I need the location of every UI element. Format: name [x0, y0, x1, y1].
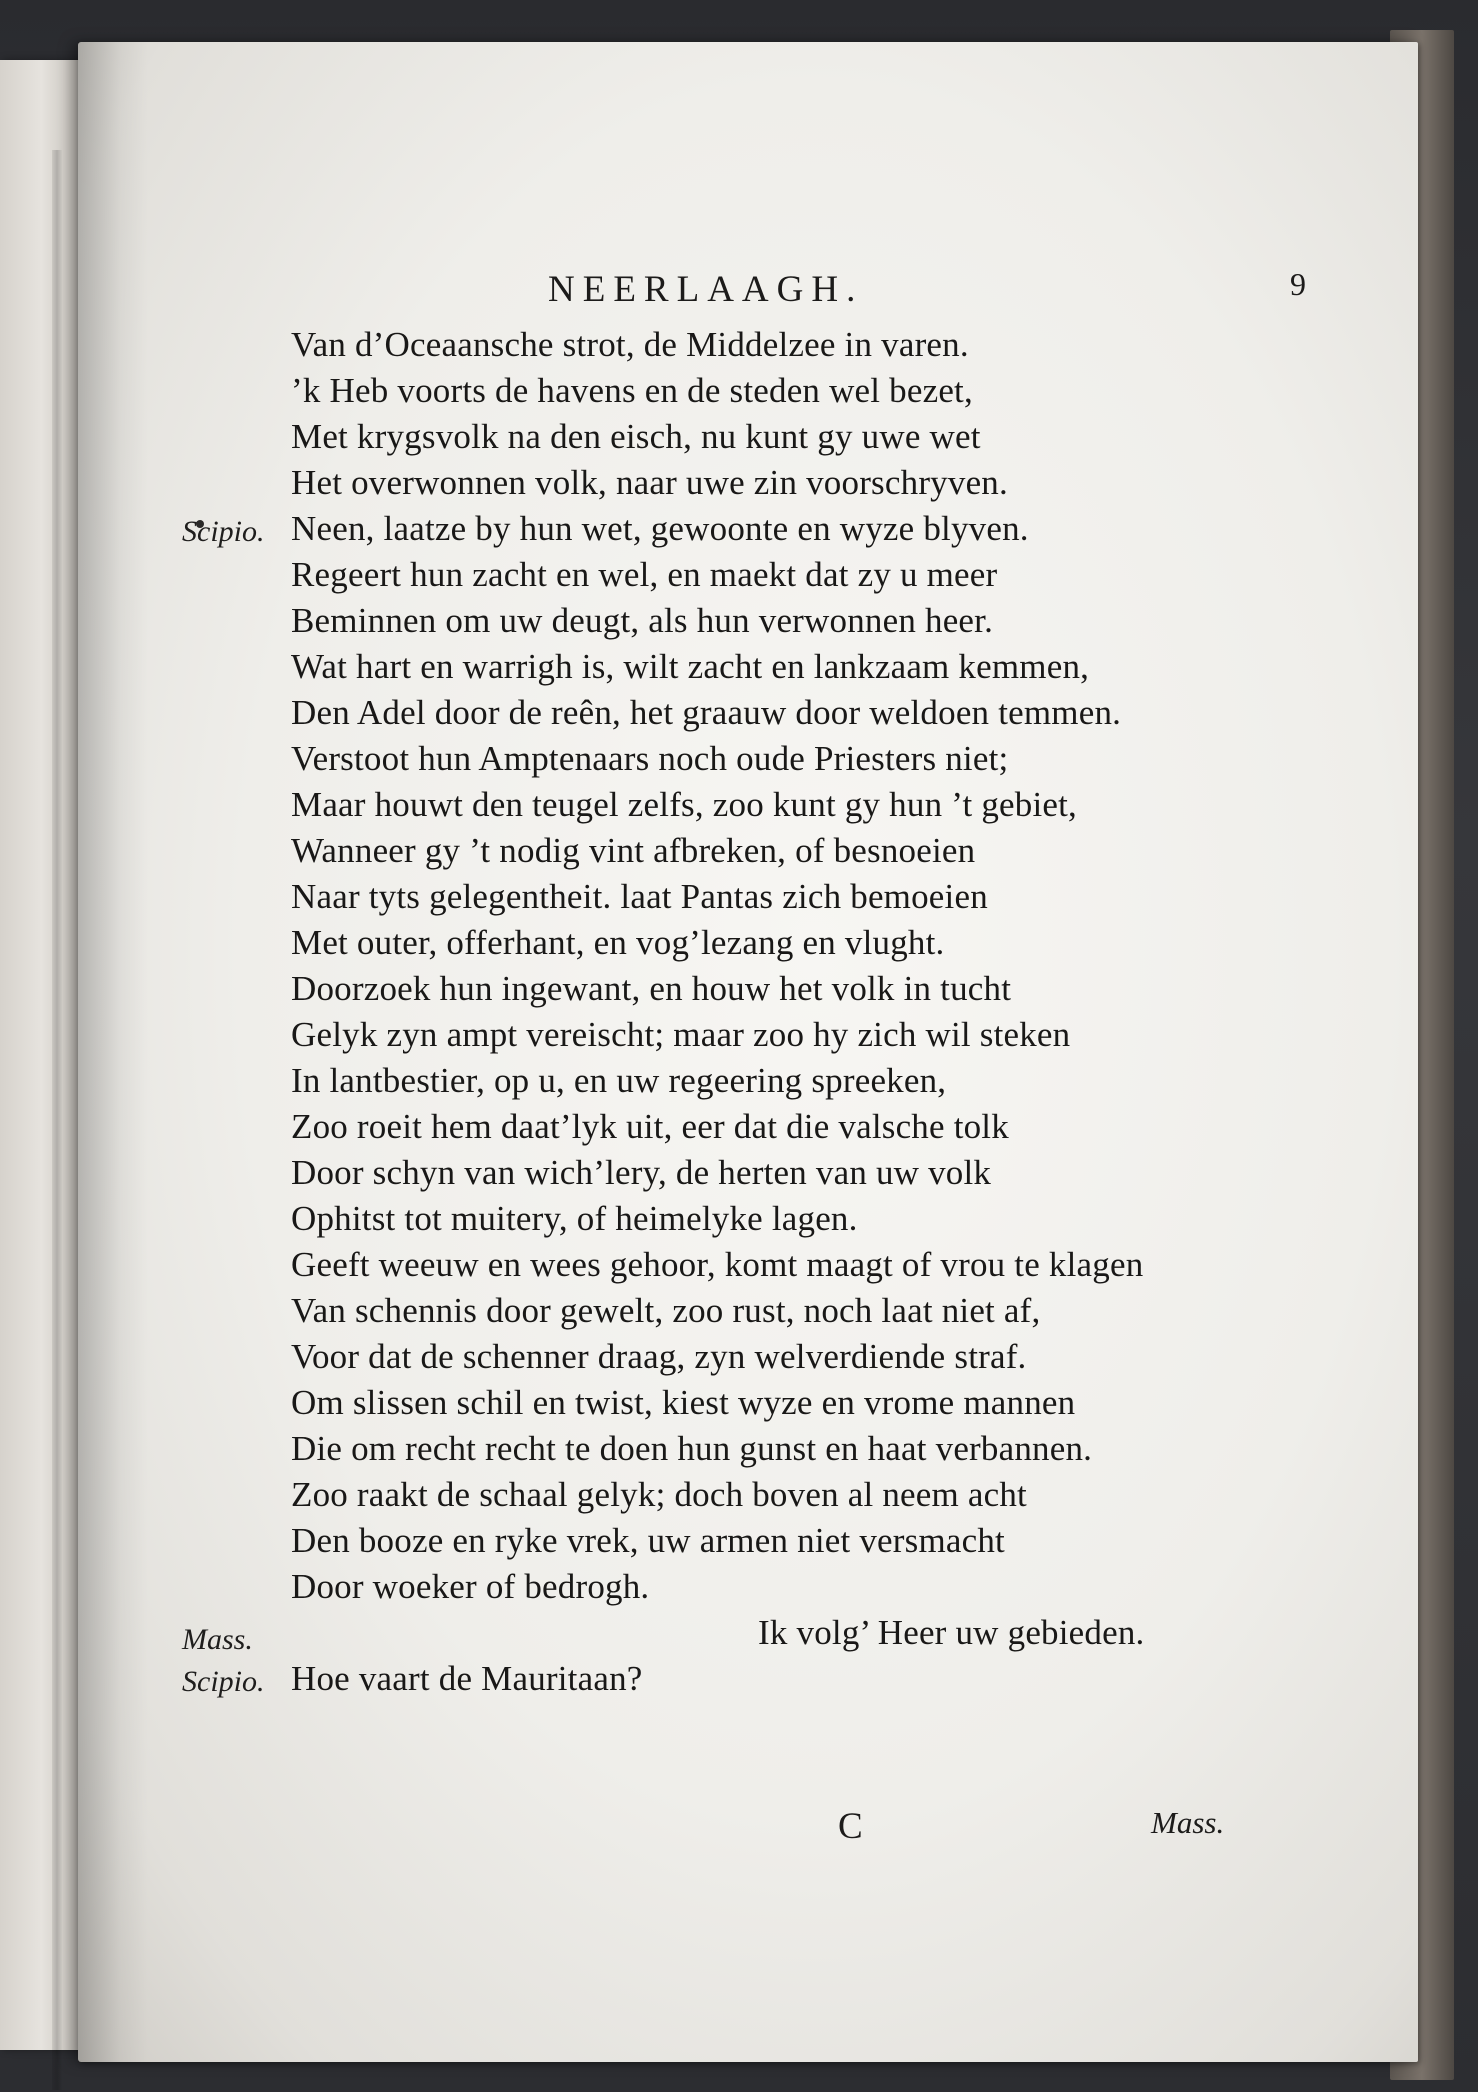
verse-text: Het overwonnen volk, naar uwe zin voorschryven. — [291, 463, 1008, 502]
verse-text: In lantbestier, op u, en uw regeering spreeken, — [291, 1061, 947, 1100]
verse-text: Ophitst tot muitery, of heimelyke lagen. — [291, 1199, 858, 1238]
verse-text: Neen, laatze by hun wet, gewoonte en wyze blyven. — [291, 509, 1029, 548]
verse-line — [78, 1337, 1418, 1383]
verse-line — [78, 509, 1418, 555]
verse-text: Om slissen schil en twist, kiest wyze en vrome mannen — [291, 1383, 1076, 1422]
verse-line — [78, 1613, 1418, 1659]
verse-text: Doorzoek hun ingewant, en houw het volk in tucht — [291, 969, 1012, 1008]
verse-line — [78, 693, 1418, 739]
verse-line — [78, 1107, 1418, 1153]
verse-text: Maar houwt den teugel zelfs, zoo kunt gy hun ’t gebiet, — [291, 785, 1077, 824]
verse-line — [78, 1291, 1418, 1337]
verse-line — [78, 1429, 1418, 1475]
verse-line — [78, 1061, 1418, 1107]
verse-text: Door woeker of bedrogh. — [291, 1567, 650, 1606]
verse-line — [78, 923, 1418, 969]
verse-line — [78, 1521, 1418, 1567]
verse-line — [78, 1383, 1418, 1429]
running-head: NEERLAAGH. — [548, 269, 864, 310]
verse-line — [78, 555, 1418, 601]
verse-line — [78, 463, 1418, 509]
page-fold-shadow — [52, 150, 62, 2090]
speaker-label: Mass. — [182, 1623, 253, 1656]
verse-line — [78, 1015, 1418, 1061]
verse-text: Voor dat de schenner draag, zyn welverdiende straf. — [291, 1337, 1027, 1376]
verse-line — [78, 1245, 1418, 1291]
verse-text: Zoo roeit hem daat’lyk uit, eer dat die valsche tolk — [291, 1107, 1009, 1146]
verse-line — [78, 325, 1418, 371]
verse-text: Wanneer gy ’t nodig vint afbreken, of besnoeien — [291, 831, 976, 870]
verse-text: Den booze en ryke vrek, uw armen niet versmacht — [291, 1521, 1005, 1560]
verse-text: Regeert hun zacht en wel, en maekt dat zy u meer — [291, 555, 998, 594]
verse-text: Van schennis door gewelt, zoo rust, noch laat niet af, — [291, 1291, 1041, 1330]
verse-text: Ik volg’ Heer uw gebieden. — [758, 1613, 1145, 1652]
speaker-label: Scipio. — [182, 1665, 265, 1698]
verse-text: Met krygsvolk na den eisch, nu kunt gy uwe wet — [291, 417, 981, 456]
verse-text: Geeft weeuw en wees gehoor, komt maagt of vrou te klagen — [291, 1245, 1144, 1284]
verse-text: Gelyk zyn ampt vereischt; maar zoo hy zich wil steken — [291, 1015, 1071, 1054]
verse-text: Verstoot hun Amptenaars noch oude Priesters niet; — [291, 739, 1009, 778]
verse-line — [78, 601, 1418, 647]
page-number: 9 — [1290, 266, 1306, 302]
catchword: Mass. — [1151, 1805, 1225, 1840]
verse-line — [78, 371, 1418, 417]
verse-text: Naar tyts gelegentheit. laat Pantas zich bemoeien — [291, 877, 988, 916]
verse-line — [78, 739, 1418, 785]
verse-line — [78, 1475, 1418, 1521]
verse-text: Hoe vaart de Mauritaan? — [291, 1659, 643, 1698]
verse-text: Met outer, offerhant, en vog’lezang en vlught. — [291, 923, 945, 962]
verse-line — [78, 417, 1418, 463]
verse-text: Door schyn van wich’lery, de herten van uw volk — [291, 1153, 992, 1192]
verse-text: Zoo raakt de schaal gelyk; doch boven al neem acht — [291, 1475, 1027, 1514]
verse-line — [78, 969, 1418, 1015]
verse-line — [78, 877, 1418, 923]
verse-text: Beminnen om uw deugt, als hun verwonnen heer. — [291, 601, 994, 640]
verse-line — [78, 647, 1418, 693]
verse-text: Die om recht recht te doen hun gunst en haat verbannen. — [291, 1429, 1093, 1468]
verse-text: Van d’Oceaansche strot, de Middelzee in varen. — [291, 325, 969, 364]
verse-line — [78, 1199, 1418, 1245]
verse-text: Wat hart en warrigh is, wilt zacht en lankzaam kemmen, — [291, 647, 1090, 686]
verse-line — [78, 1567, 1418, 1613]
verse-text: Den Adel door de reên, het graauw door weldoen temmen. — [291, 693, 1122, 732]
verse-text: ’k Heb voorts de havens en de steden wel bezet, — [291, 371, 973, 410]
speaker-label: Scipio. — [182, 515, 265, 548]
verse-line — [78, 831, 1418, 877]
verse-line — [78, 785, 1418, 831]
verse-line — [78, 1659, 1418, 1705]
signature-mark: C — [838, 1806, 863, 1847]
book-page — [78, 42, 1418, 2062]
verse-line — [78, 1153, 1418, 1199]
